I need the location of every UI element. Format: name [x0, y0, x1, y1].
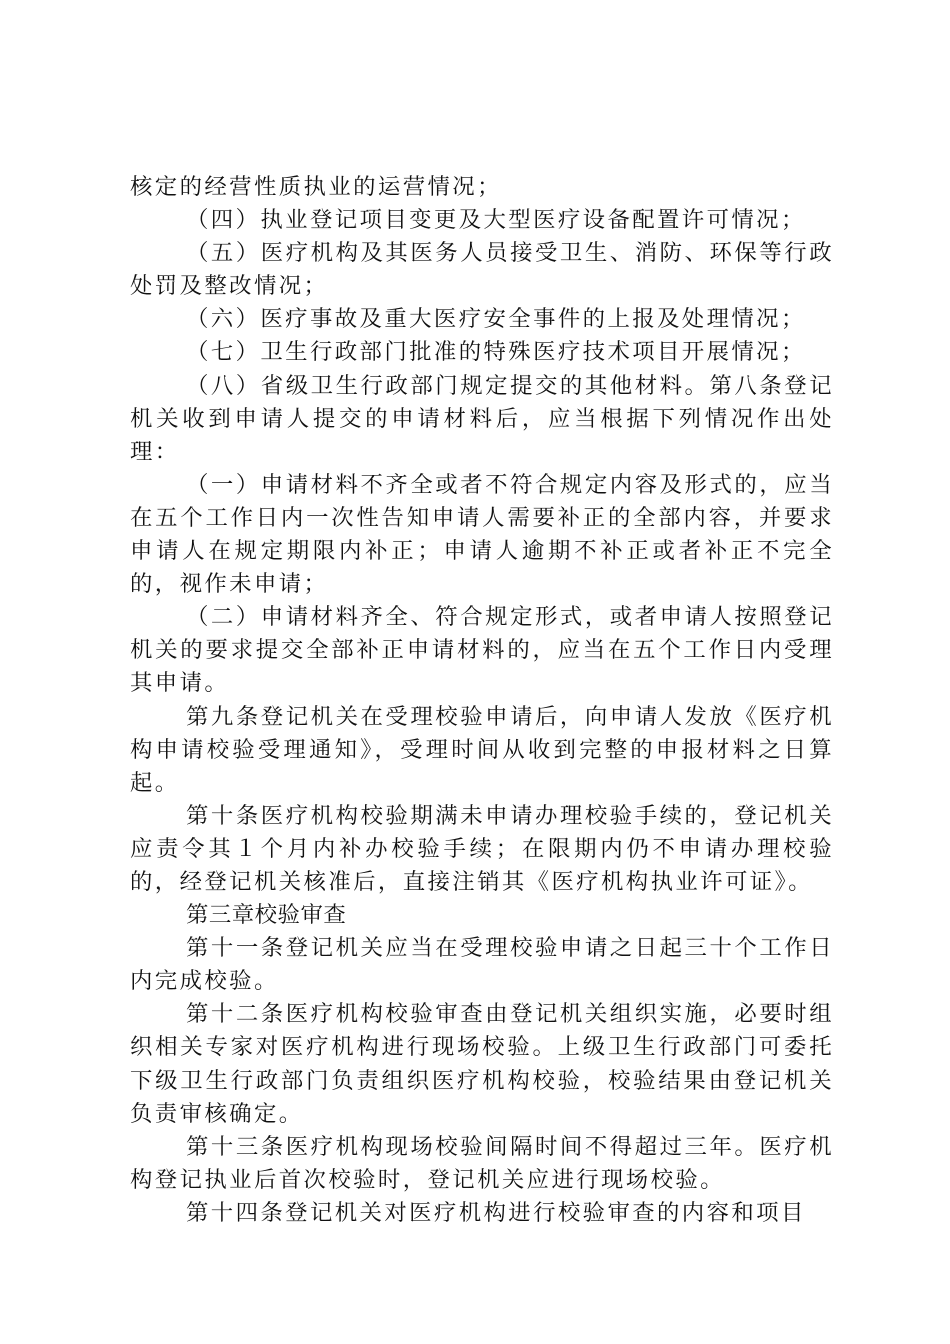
- document-page: [130, 171, 834, 1230]
- paragraph-item-8-article-8: （八）省级卫生行政部门规定提交的其他材料。第八条登记机关收到申请人提交的申请材料后，应当根据下列情况作出处理：: [130, 372, 834, 465]
- paragraph-article-13: 第十三条医疗机构现场校验间隔时间不得超过三年。医疗机构登记执业后首次校验时，登记机关应进行现场校验。: [130, 1133, 834, 1193]
- paragraph-item-5: （五）医疗机构及其医务人员接受卫生、消防、环保等行政处罚及整改情况；: [130, 240, 834, 300]
- paragraph-article-12: 第十二条医疗机构校验审查由登记机关组织实施，必要时组织相关专家对医疗机构进行现场校验。上级卫生行政部门可委托下级卫生行政部门负责组织医疗机构校验，校验结果由登记机关负责审核确定。: [130, 1001, 834, 1127]
- paragraph-item-4: （四）执业登记项目变更及大型医疗设备配置许可情况；: [186, 207, 806, 234]
- paragraph-article-10: 第十条医疗机构校验期满未申请办理校验手续的，登记机关应责令其１个月内补办校验手续；在限期内仍不申请办理校验的，经登记机关核准后，直接注销其《医疗机构执业许可证》。: [130, 802, 834, 895]
- paragraph-item-7: （七）卫生行政部门批准的特殊医疗技术项目开展情况；: [186, 339, 806, 366]
- paragraph-article-11: 第十一条登记机关应当在受理校验申请之日起三十个工作日内完成校验。: [130, 935, 834, 995]
- paragraph-article-8-item-2: （二）申请材料齐全、符合规定形式，或者申请人按照登记机关的要求提交全部补正申请材料的，应当在五个工作日内受理其申请。: [130, 604, 834, 697]
- paragraph-article-8-item-1: （一）申请材料不齐全或者不符合规定内容及形式的，应当在五个工作日内一次性告知申请人需要补正的全部内容，并要求申请人在规定期限内补正；申请人逾期不补正或者补正不完全的，视作未申请；: [130, 471, 834, 598]
- paragraph-article-9: 第九条登记机关在受理校验申请后，向申请人发放《医疗机构申请校验受理通知》，受理时间从收到完整的申报材料之日算起。: [130, 703, 834, 796]
- paragraph-article-14: 第十四条登记机关对医疗机构进行校验审查的内容和项目: [186, 1199, 806, 1226]
- paragraph-continuation: 核定的经营性质执业的运营情况；: [130, 174, 502, 200]
- chapter-heading: 第三章校验审查: [186, 902, 347, 929]
- paragraph-item-6: （六）医疗事故及重大医疗安全事件的上报及处理情况；: [186, 306, 806, 333]
